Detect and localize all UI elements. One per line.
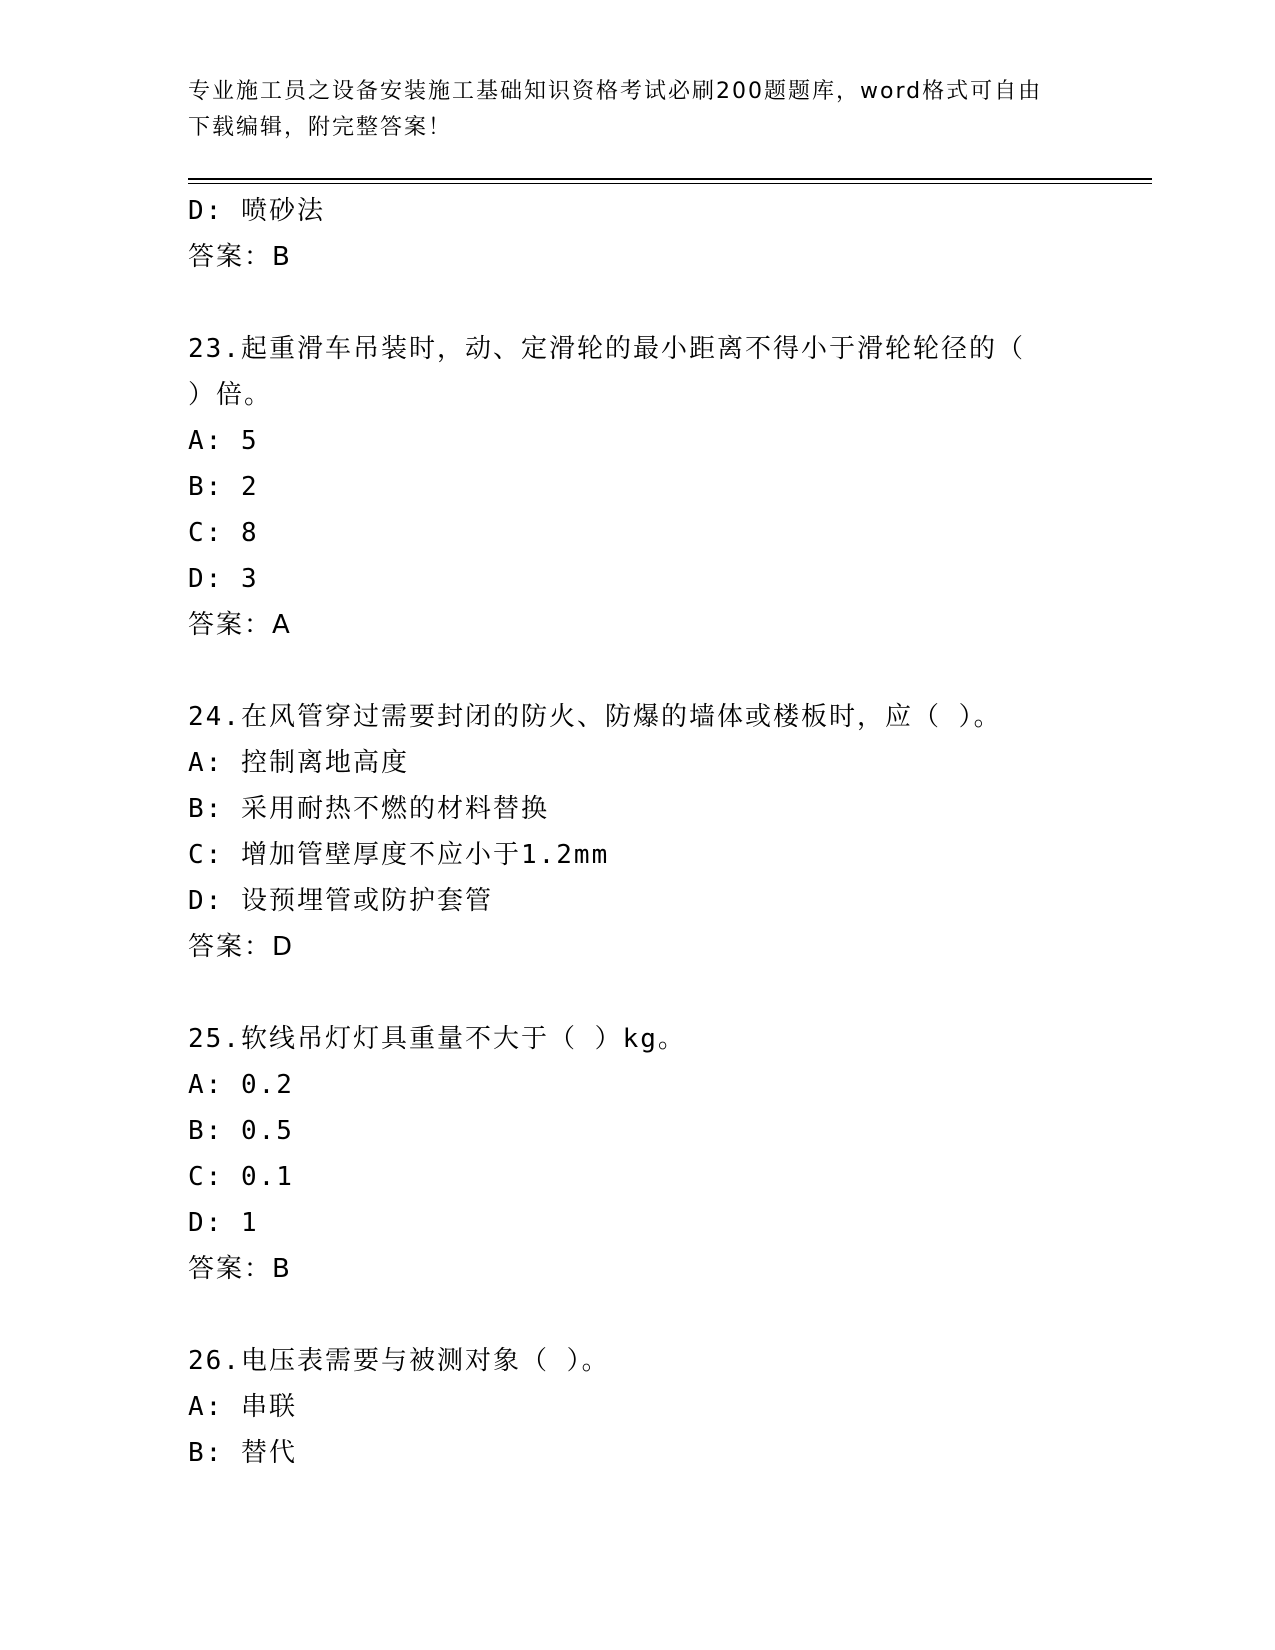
header-line-1: 专业施工员之设备安装施工基础知识资格考试必刷200题题库，word格式可自由: [188, 79, 1043, 104]
spacer: [188, 648, 1088, 694]
option-b: B: 替代: [188, 1438, 297, 1468]
answer-line: 答案：D: [188, 932, 295, 962]
spacer: [188, 970, 1088, 1016]
question-stem: 26.电压表需要与被测对象（ ）。: [188, 1346, 610, 1376]
question-26: [188, 1338, 1088, 1476]
answer-line: 答案：B: [188, 242, 292, 272]
option-d: D: 喷砂法: [188, 196, 325, 226]
option-d: D: 3: [188, 564, 259, 594]
option-c: C: 增加管壁厚度不应小于1.2mm: [188, 840, 610, 870]
question-list: [188, 188, 1088, 1476]
question-24: [188, 694, 1088, 970]
question-stem: 25.软线吊灯灯具重量不大于（ ）kg。: [188, 1024, 686, 1054]
question-stem-continued: ）倍。: [188, 380, 273, 410]
option-d: D: 设预埋管或防护套管: [188, 886, 493, 916]
option-b: B: 0.5: [188, 1116, 294, 1146]
answer-line: 答案：A: [188, 610, 292, 640]
document-header: [188, 74, 1088, 146]
spacer: [188, 280, 1088, 326]
answer-line: 答案：B: [188, 1254, 292, 1284]
option-a: A: 5: [188, 426, 259, 456]
question-25: [188, 1016, 1088, 1292]
header-rule-thick: [188, 178, 1152, 180]
option-a: A: 控制离地高度: [188, 748, 409, 778]
header-rule-thin: [188, 183, 1152, 184]
option-b: B: 采用耐热不燃的材料替换: [188, 794, 549, 824]
spacer: [188, 1292, 1088, 1338]
option-c: C: 0.1: [188, 1162, 294, 1192]
question-stem: 23.起重滑车吊装时，动、定滑轮的最小距离不得小于滑轮轮径的（: [188, 334, 1025, 364]
option-b: B: 2: [188, 472, 259, 502]
option-a: A: 0.2: [188, 1070, 294, 1100]
option-d: D: 1: [188, 1208, 259, 1238]
question-23: [188, 326, 1088, 648]
question-stem: 24.在风管穿过需要封闭的防火、防爆的墙体或楼板时，应（ ）。: [188, 702, 1002, 732]
option-a: A: 串联: [188, 1392, 297, 1422]
header-line-2: 下载编辑，附完整答案！: [188, 115, 453, 140]
option-c: C: 8: [188, 518, 259, 548]
question-22: [188, 188, 1088, 280]
